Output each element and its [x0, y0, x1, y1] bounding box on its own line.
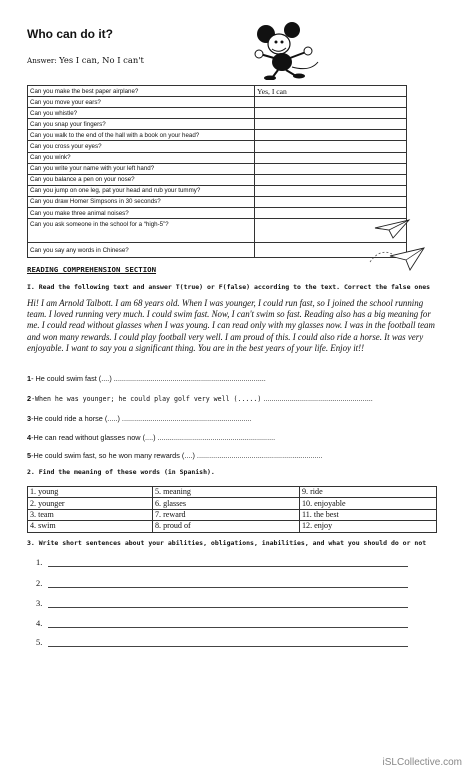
question-cell: Can you say any words in Chinese? — [28, 243, 255, 258]
question-cell: Can you move your ears? — [28, 97, 255, 108]
reading-passage: Hi! I am Arnold Talbott. I am 68 years old. When I was younger, I could run fast, so I joined the school running team. I loved running very much. I could swim fast. Now, I can't swim so fast. Reading also has a big meaning for me. I could read without glasses when I was young. I can read only with my glasses now. I was in the football team and won many rewards. I could play football very well. I am proud of this. I could also ride a horse. It was very enjoyable. I want to say you a significant thing. You are in the best years of your life. Enjoy it!! — [27, 298, 435, 353]
tf-item-text: -He could ride a horse (.....) — [31, 414, 120, 423]
answer-dots: ........................................................................... — [111, 374, 266, 383]
table-row — [28, 208, 407, 219]
table-row — [28, 219, 407, 243]
writing-line-number: 1. — [36, 558, 43, 567]
question-cell: Can you walk to the end of the hall with a book on your head? — [28, 130, 255, 141]
tf-item-number: 5 — [27, 451, 32, 460]
question-cell: Can you wink? — [28, 152, 255, 163]
writing-line — [48, 587, 408, 588]
tf-item-text: - He could swim fast (....) — [31, 374, 112, 383]
word-cell: 6. glasses — [153, 498, 300, 509]
instruction-writing: 3. Write short sentences about your abilities, obligations, inabilities, and what you should do or not — [27, 539, 427, 547]
answer-cell — [255, 174, 407, 185]
tf-item-text: -He can read without glasses now (....) — [31, 433, 156, 442]
question-cell: Can you write your name with your left hand? — [28, 163, 255, 174]
writing-line-number: 5. — [36, 638, 43, 647]
answer-hint — [27, 55, 144, 65]
answer-cell: Yes, I can — [255, 86, 407, 97]
answer-cell — [255, 108, 407, 119]
tf-item — [27, 451, 323, 460]
writing-line-number: 4. — [36, 619, 43, 628]
tf-item-text: -He could swim fast, so he won many rewards (....) — [31, 451, 195, 460]
word-cell: 12. enjoy — [300, 521, 437, 532]
answer-cell — [255, 97, 407, 108]
table-row — [28, 108, 407, 119]
table-row — [28, 130, 407, 141]
answer-label: Answer: — [27, 56, 57, 65]
writing-line-number: 2. — [36, 579, 43, 588]
table-row — [28, 487, 437, 498]
instruction-true-false: I. Read the following text and answer T(true) or F(false) according to the text. Correct the false ones — [27, 283, 431, 291]
table-row — [28, 174, 407, 185]
table-row — [28, 97, 407, 108]
answer-cell — [255, 163, 407, 174]
footer-watermark: iSLCollective.com — [382, 757, 462, 768]
paper-airplane-icon — [366, 242, 426, 272]
cartoon-mouse-illustration — [252, 22, 324, 80]
writing-line — [48, 607, 408, 608]
answer-cell — [255, 196, 407, 207]
answer-dots: ................................................................ — [119, 414, 252, 423]
tf-item-number: 2 — [27, 394, 32, 403]
writing-line — [48, 566, 408, 567]
paper-airplane-icon — [373, 218, 411, 240]
answer-cell — [255, 208, 407, 219]
word-cell: 2. younger — [28, 498, 153, 509]
word-cell: 3. team — [28, 509, 153, 520]
answer-dots: .......................................................... — [155, 433, 276, 442]
word-cell: 8. proud of — [153, 521, 300, 532]
answer-dots: .............................................................. — [194, 451, 323, 460]
tf-item-number: 1 — [27, 374, 32, 383]
table-row — [28, 163, 407, 174]
answer-cell — [255, 152, 407, 163]
tf-item — [27, 394, 373, 403]
question-cell: Can you ask someone in the school for a “high-5”? — [28, 219, 255, 243]
tf-item — [27, 414, 252, 423]
section-title: READING COMPREHENSION SECTION — [27, 265, 157, 274]
vocabulary-table — [27, 486, 437, 533]
word-cell: 1. young — [28, 487, 153, 498]
tf-item-number: 4 — [27, 433, 32, 442]
instruction-vocabulary: 2. Find the meaning of these words (in Spanish). — [27, 468, 215, 476]
table-row — [28, 152, 407, 163]
table-row — [28, 185, 407, 196]
question-cell: Can you whistle? — [28, 108, 255, 119]
table-row — [28, 243, 407, 258]
answer-dots: ...................................................... — [261, 394, 373, 403]
table-row — [28, 141, 407, 152]
page-title: Who can do it? — [27, 27, 113, 41]
word-cell: 9. ride — [300, 487, 437, 498]
answer-cell — [255, 185, 407, 196]
question-cell: Can you draw Homer Simpsons in 30 seconds? — [28, 196, 255, 207]
table-row — [28, 196, 407, 207]
word-cell: 5. meaning — [153, 487, 300, 498]
table-row — [28, 498, 437, 509]
tf-item — [27, 433, 275, 442]
question-cell: Can you make three animal noises? — [28, 208, 255, 219]
answer-cell — [255, 119, 407, 130]
table-row — [28, 509, 437, 520]
tf-item-text: -When he was younger; he could play golf very well (.....) — [31, 395, 262, 403]
word-cell: 11. the best — [300, 509, 437, 520]
table-row — [28, 86, 407, 97]
writing-line — [48, 646, 408, 647]
table-row — [28, 119, 407, 130]
question-cell: Can you jump on one leg, pat your head and rub your tummy? — [28, 185, 255, 196]
tf-item-number: 3 — [27, 414, 32, 423]
writing-line — [48, 627, 408, 628]
tf-item — [27, 374, 266, 383]
question-cell: Can you balance a pen on your nose? — [28, 174, 255, 185]
abilities-table — [27, 85, 407, 258]
word-cell: 4. swim — [28, 521, 153, 532]
question-cell: Can you snap your fingers? — [28, 119, 255, 130]
answer-cell — [255, 130, 407, 141]
answer-cell — [255, 141, 407, 152]
question-cell: Can you cross your eyes? — [28, 141, 255, 152]
word-cell: 10. enjoyable — [300, 498, 437, 509]
table-row — [28, 521, 437, 532]
writing-line-number: 3. — [36, 599, 43, 608]
question-cell: Can you make the best paper airplane? — [28, 86, 255, 97]
word-cell: 7. reward — [153, 509, 300, 520]
answer-values: Yes I can, No I can't — [59, 55, 144, 65]
